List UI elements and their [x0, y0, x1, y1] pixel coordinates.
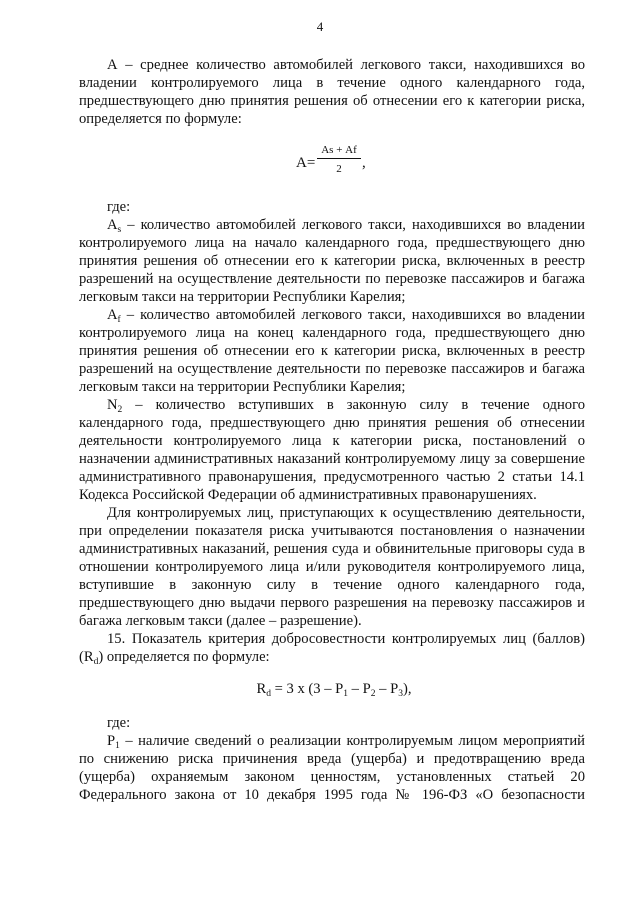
formula-average-cars: [79, 144, 585, 188]
formula-part: – P: [375, 681, 399, 697]
formula-denominator: 2: [336, 163, 342, 175]
formula-integrity-score: [79, 680, 585, 698]
formula-part: R: [256, 681, 267, 697]
page-number: 4: [316, 19, 324, 34]
definition-subscript: 1: [115, 741, 120, 751]
definition-text: – количество автомобилей легкового такси, находившихся во владении контролируемого лица на конец календарного года, предшествующего дню принятия решения об отнесении его к категории риска, включенных в реестр разрешений на осуществление деятельности по перевозке пассажиров и багажа легковым такси на территории Республики Карелия;: [79, 307, 585, 395]
formula-part: – P: [348, 681, 371, 697]
formula-lhs: А=: [296, 155, 316, 171]
formula-comma: ,: [362, 155, 366, 171]
definition-symbol: N: [107, 397, 118, 413]
formula-fraction: [317, 144, 361, 176]
definition-Af: [79, 306, 585, 396]
where-label: где:: [107, 199, 131, 215]
formula-part: ),: [402, 681, 412, 697]
definition-symbol: P: [107, 733, 116, 749]
definition-subscript: f: [117, 315, 121, 325]
formula-subscript: 3: [398, 689, 403, 699]
paragraph-average-cars: А – среднее количество автомобилей легкового такси, находившихся во владении контролируемого лица в течение одного календарного года, предшествующего дню принятия решения об отнесении его к категории риска, определяется по формуле:: [79, 57, 585, 127]
definition-text: – количество вступивших в законную силу в течение одного календарного года, предшествующего дню принятия решения об отнесении деятельности контролируемого лица к категории риска, постановлений о назначении административных наказаний контролируемому лицу за совершение административного правонарушения, предусмотренного частью 2 статьи 14.1 Кодекса Российской Федерации об административных правонарушениях.: [79, 397, 585, 503]
where-label-2: где:: [107, 715, 131, 731]
document-body: [79, 56, 585, 804]
definition-symbol: А: [107, 217, 118, 233]
formula-subscript: 1: [343, 689, 349, 699]
definition-As: [79, 216, 585, 306]
paragraph-new-operators: Для контролируемых лиц, приступающих к осуществлению деятельности, при определении показателя риска учитываются постановления о назначении административных наказаний, решения суда и обвинительные приговоры суда в отношении контролируемого лица и/или руководителя контролируемого лица, вступившие в законную силу в течение одного календарного года, предшествующего дню выдачи первого разрешения на перевозку пассажиров и багажа легковым такси (далее – разрешение).: [79, 505, 585, 629]
formula-subscript: 2: [370, 689, 376, 699]
definition-subscript: 2: [117, 405, 123, 415]
definition-N2: [79, 396, 585, 504]
paragraph-15-text: 15. Показатель критерия добросовестности контролируемых лиц (баллов) (R: [79, 631, 585, 665]
formula-subscript: d: [266, 689, 271, 699]
definition-text: – количество автомобилей легкового такси, находившихся во владении контролируемого лица на начало календарного года, предшествующего дню принятия решения об отнесении его к категории риска, включенных в реестр разрешений на осуществление деятельности по перевозке пассажиров и багажа легковым такси на территории Республики Карелия;: [79, 217, 585, 305]
definition-subscript: s: [117, 225, 122, 235]
definition-P1: [79, 732, 585, 804]
paragraph-15-subscript: d: [93, 657, 99, 667]
paragraph-15: [79, 630, 585, 666]
formula-part: = 3 x (3 – P: [270, 681, 344, 697]
definition-symbol: А: [107, 307, 118, 323]
paragraph-15-text-end: ) определяется по формуле:: [98, 649, 270, 665]
definition-text: – наличие сведений о реализации контролируемым лицом мероприятий по снижению риска причинения вреда (ущерба) и предотвращению вреда (ущерба) охраняемым законом ценностям, установленных статьей 20 Федерального закона от 10 декабря 1995 года № 196-ФЗ «О безопасности: [79, 733, 585, 803]
formula-numerator: Аs + Аf: [317, 144, 361, 159]
